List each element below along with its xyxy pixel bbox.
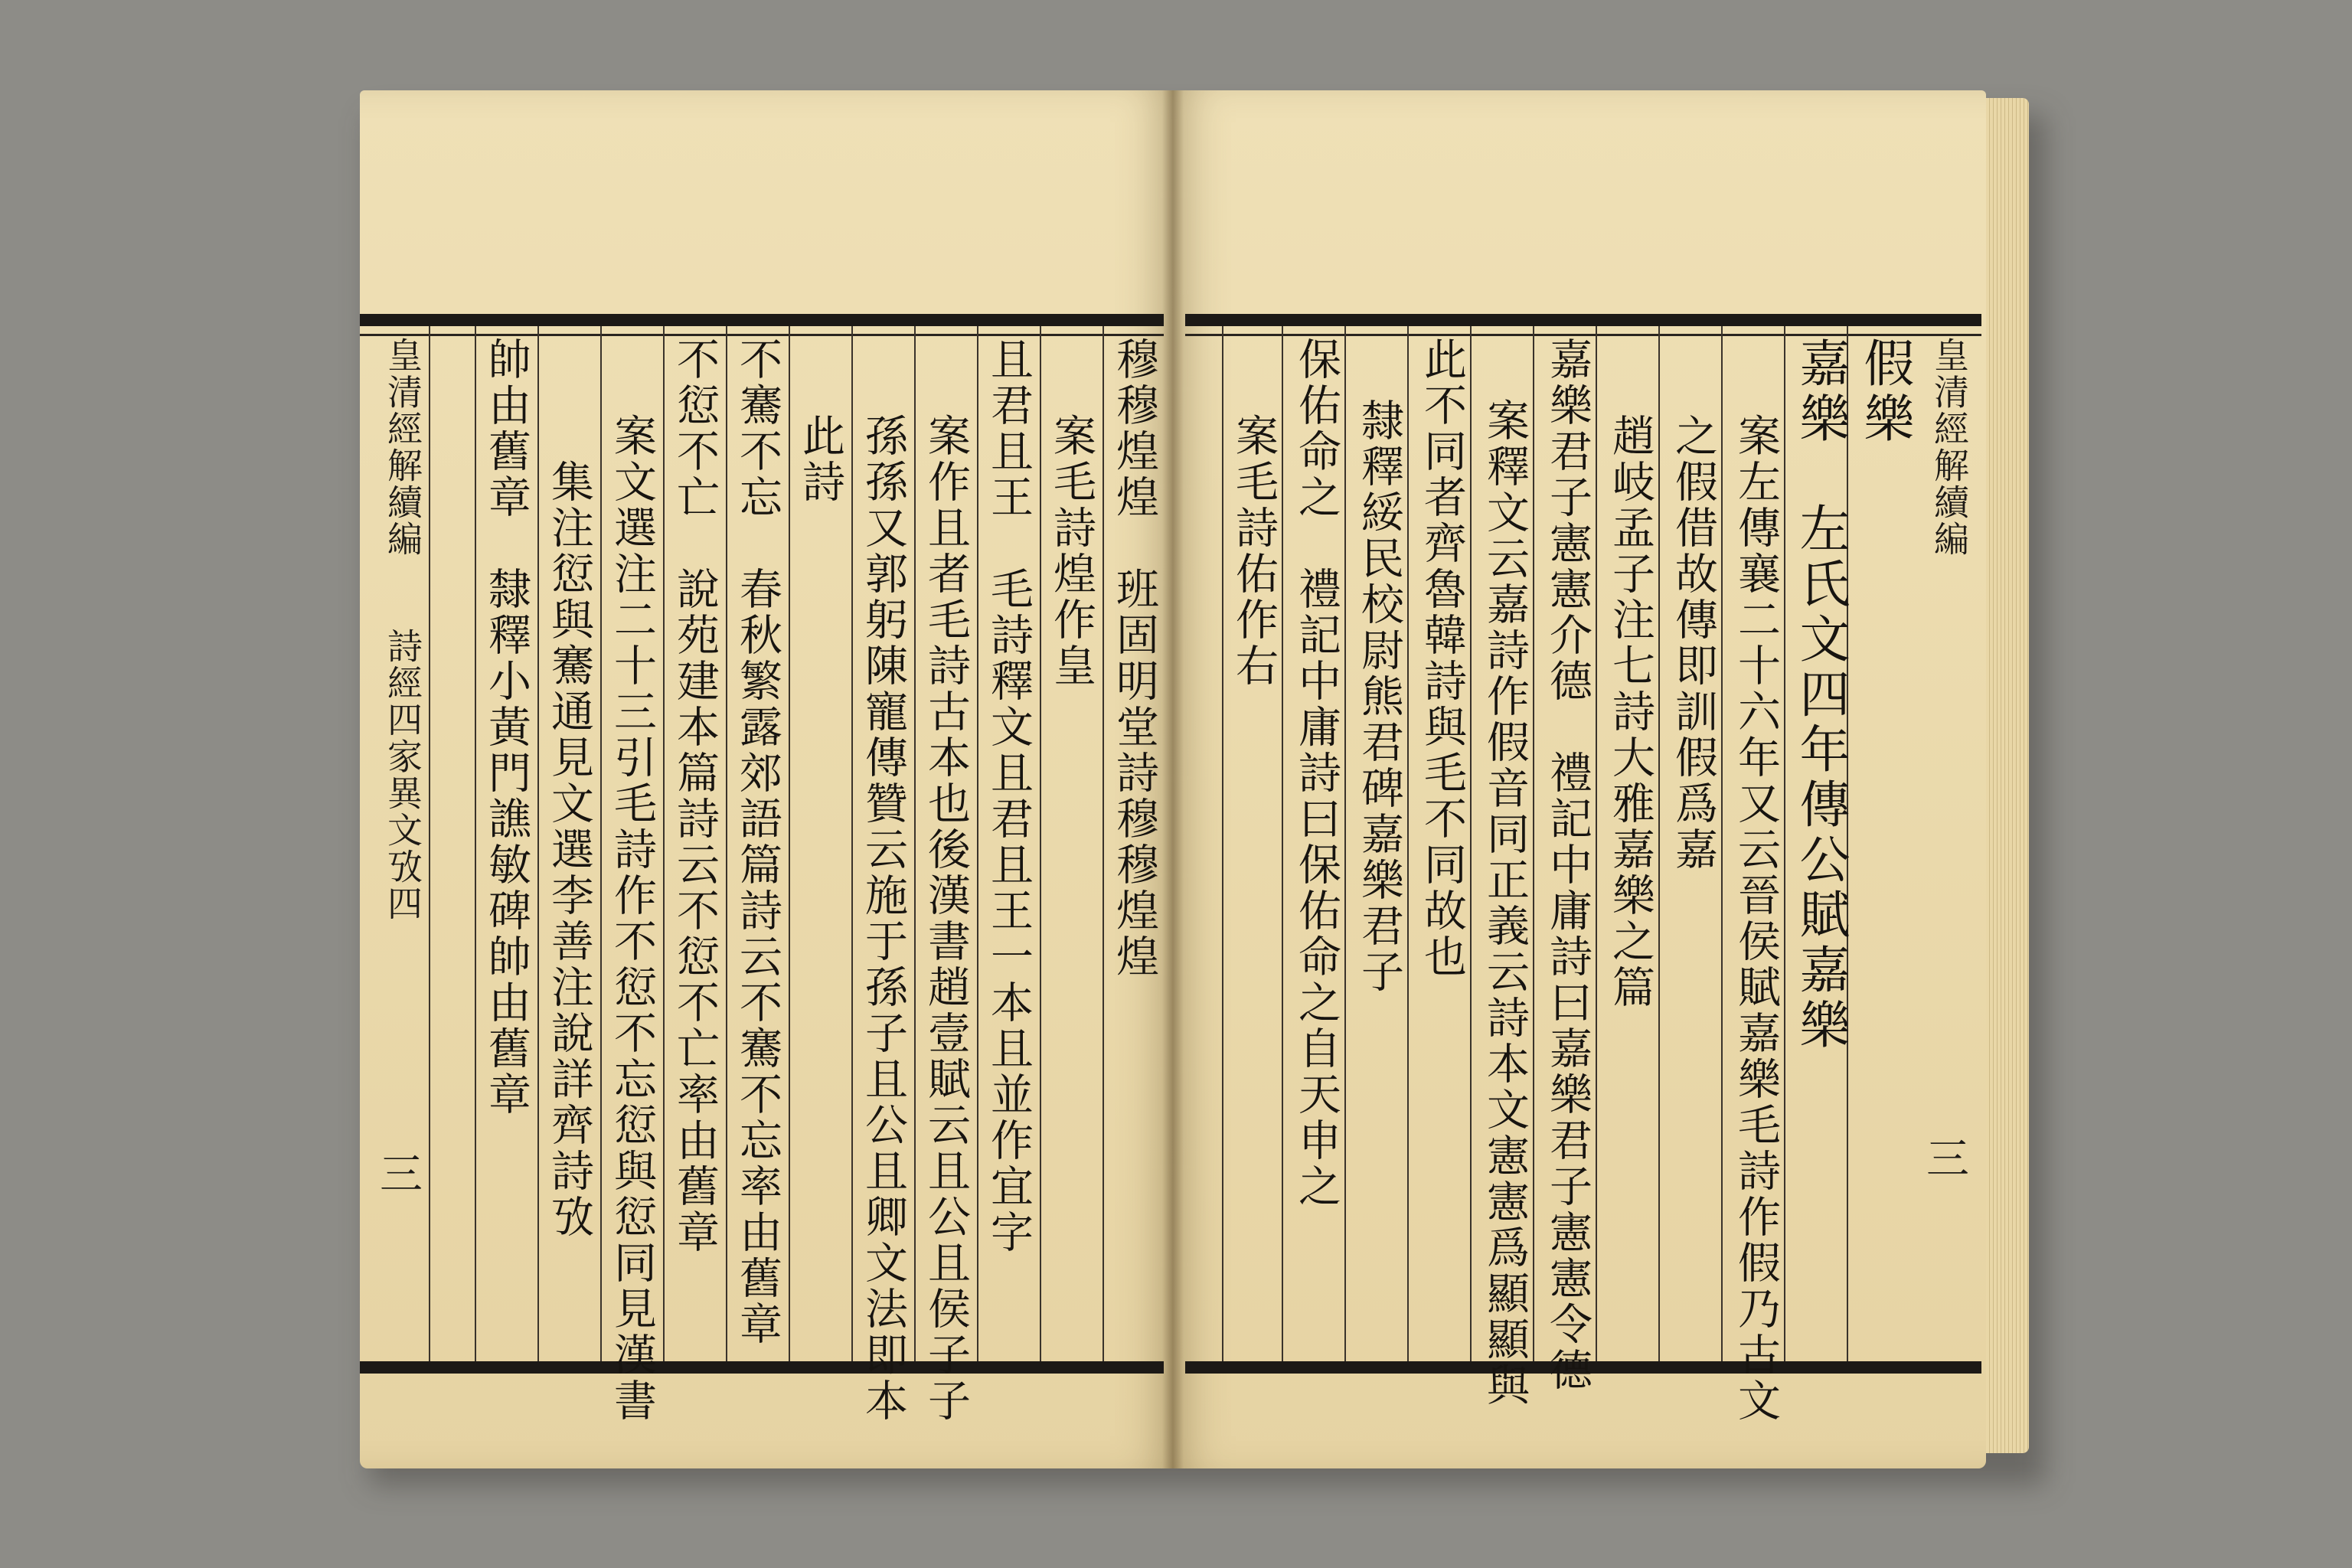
- text-column: 案毛詩佑作右: [1229, 413, 1279, 689]
- column-rule: [1407, 326, 1409, 1361]
- column-rule: [1658, 326, 1660, 1361]
- column-rule: [1222, 326, 1223, 1361]
- column-rule: [1282, 326, 1283, 1361]
- text-column: 之假借故傳即訓假爲嘉: [1668, 413, 1718, 873]
- text-column: 且君且王 毛詩釋文且君且王一本且並作宜字: [984, 337, 1034, 1256]
- column-rule: [1344, 326, 1346, 1361]
- text-column: 案作且者毛詩古本也後漢書趙壹賦云且公且侯子子: [921, 413, 971, 1424]
- column-rule: [977, 326, 978, 1361]
- column-rule: [914, 326, 916, 1361]
- text-column: 此不同者齊魯韓詩與毛不同故也: [1417, 337, 1467, 980]
- inner-top-rule-right: [1185, 334, 1981, 336]
- text-column: 集注愆與騫通見文選李善注說詳齊詩攷: [544, 459, 594, 1240]
- column-rule: [429, 326, 430, 1361]
- text-column: 隸釋綏民校尉熊君碑嘉樂君子: [1354, 398, 1404, 995]
- text-column: 不愆不亡 說苑建本篇詩云不愆不亡率由舊章: [670, 337, 720, 1256]
- column-rule: [789, 326, 790, 1361]
- column-rule: [600, 326, 602, 1361]
- column-rule: [1102, 326, 1104, 1361]
- page-stack-edge: [1986, 98, 2029, 1453]
- text-column: 案釋文云嘉詩作假音同正義云詩本文憲憲爲顯顯與: [1480, 398, 1530, 1409]
- column-rule: [663, 326, 665, 1361]
- text-column: 此詩: [795, 413, 845, 505]
- top-border-left: [360, 314, 1164, 326]
- text-column: 案左傳襄二十六年又云晉侯賦嘉樂毛詩作假乃古文: [1731, 413, 1781, 1424]
- right-page-number: 三: [1926, 1135, 1969, 1184]
- right-header-title: 皇清經解續編: [1929, 337, 1970, 557]
- text-column: 嘉樂 左氏文四年傳公賦嘉樂: [1791, 337, 1850, 1054]
- text-column: 嘉樂君子憲憲介德 禮記中庸詩曰嘉樂君子憲憲令德: [1543, 337, 1592, 1393]
- text-column: 帥由舊章 隸釋小黃門譙敏碑帥由舊章: [482, 337, 531, 1118]
- text-column: 假樂: [1855, 337, 1914, 447]
- column-rule: [537, 326, 539, 1361]
- book-gutter: [1162, 90, 1184, 1468]
- top-border-right: [1185, 314, 1981, 326]
- column-rule: [1533, 326, 1534, 1361]
- text-column: 案毛詩煌作皇: [1047, 413, 1096, 689]
- text-column: 孫孫又郭躬陳寵傳贊云施于孫子且公且卿文法即本: [858, 413, 908, 1424]
- column-rule: [726, 326, 727, 1361]
- text-column: 不騫不忘 春秋繁露郊語篇詩云不騫不忘率由舊章: [733, 337, 782, 1348]
- left-page-number: 三: [380, 1150, 423, 1200]
- text-column: 穆穆煌煌 班固明堂詩穆穆煌煌: [1109, 337, 1159, 980]
- text-column: 趙岐孟子注七詩大雅嘉樂之篇: [1606, 413, 1655, 1011]
- column-rule: [1040, 326, 1041, 1361]
- bottom-border-left: [360, 1361, 1164, 1374]
- left-header-subtitle: 詩經四家異文攷四: [382, 628, 423, 922]
- column-rule: [1596, 326, 1597, 1361]
- column-rule: [1470, 326, 1472, 1361]
- inner-top-rule-left: [360, 334, 1164, 336]
- text-column: 保佑命之 禮記中庸詩曰保佑命之自天申之: [1292, 337, 1341, 1210]
- column-rule: [475, 326, 476, 1361]
- left-header-title: 皇清經解續編: [382, 337, 423, 557]
- text-column: 案文選注二十三引毛詩作不愆不忘愆與愆同見漢書: [607, 413, 657, 1424]
- column-rule: [851, 326, 853, 1361]
- column-rule: [1721, 326, 1723, 1361]
- column-rule: [1784, 326, 1785, 1361]
